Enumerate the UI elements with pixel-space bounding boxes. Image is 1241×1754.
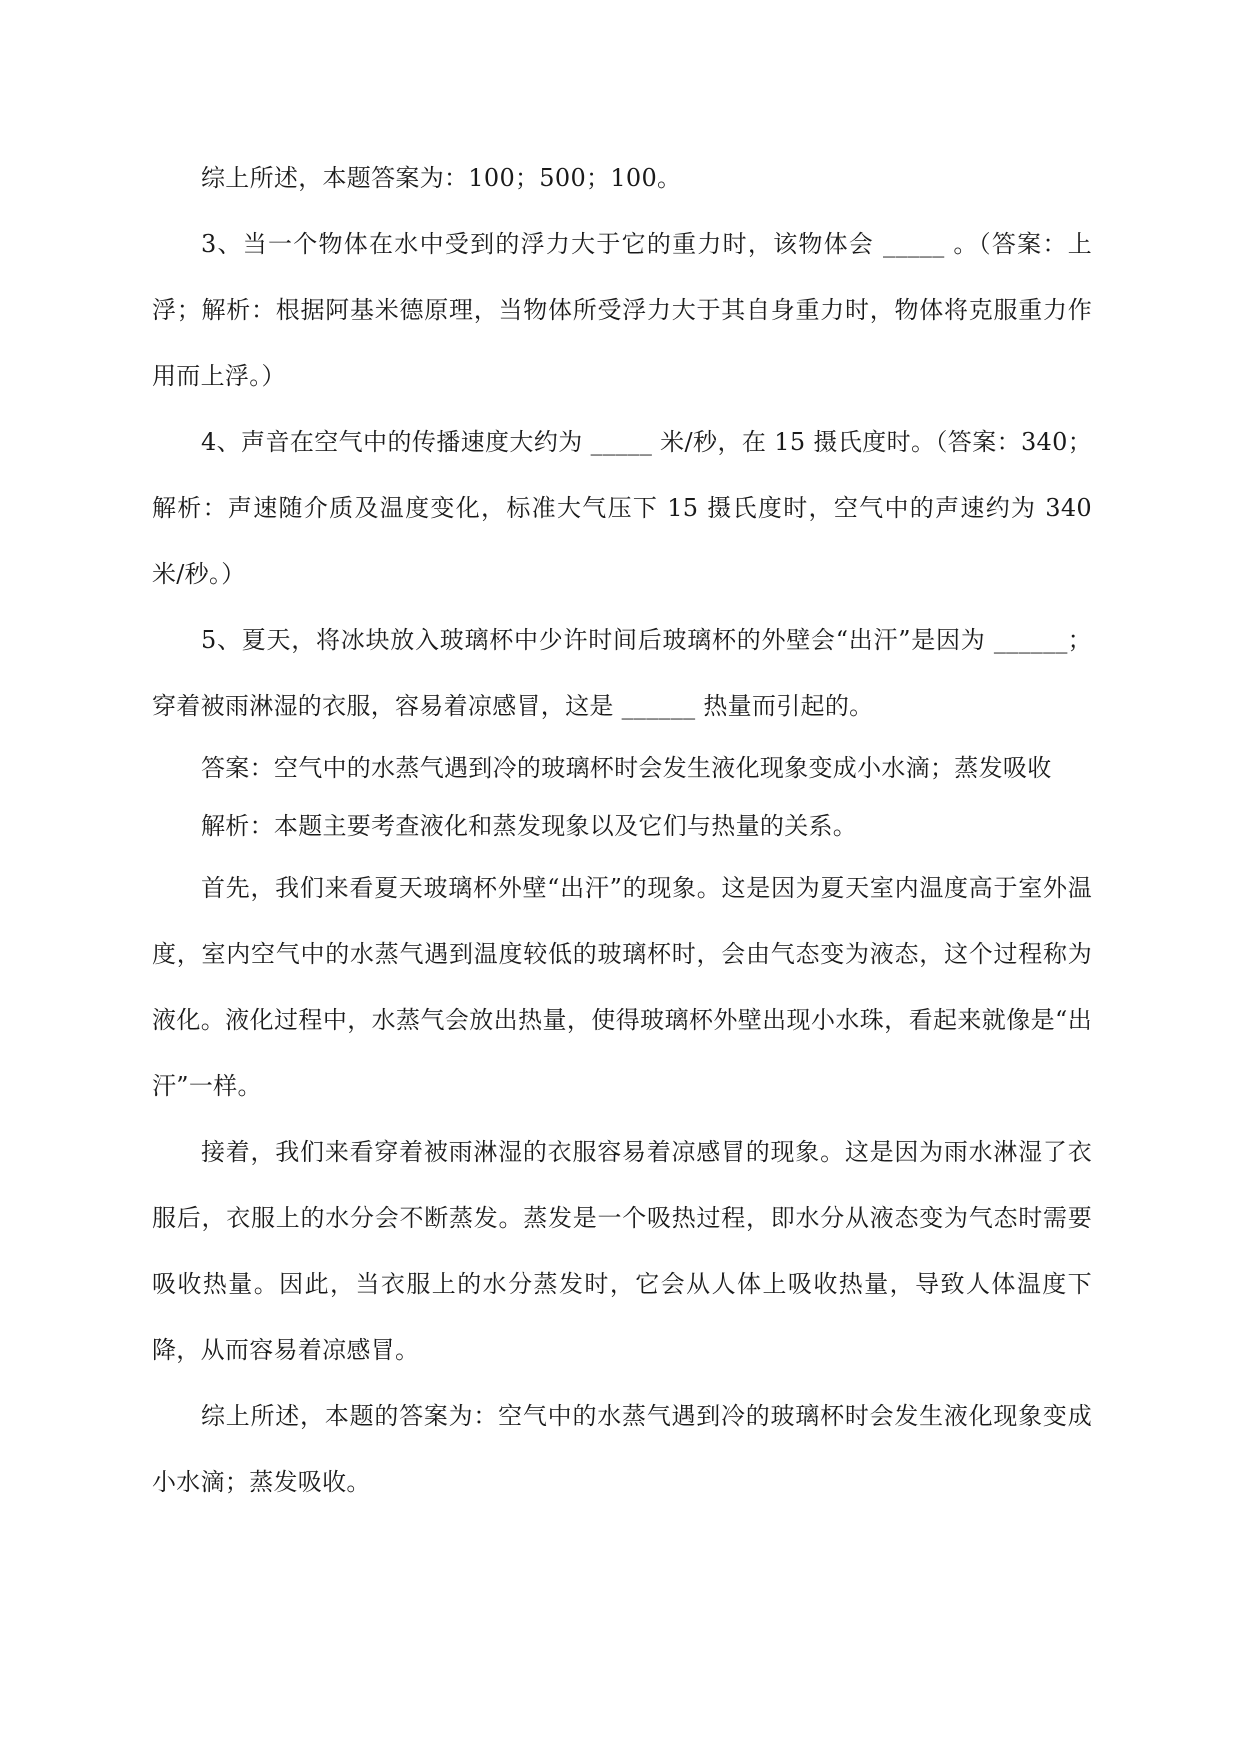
summary-paragraph-1: 综上所述，本题答案为：100；500；100。 xyxy=(201,164,682,192)
analysis-intro-paragraph: 解析：本题主要考查液化和蒸发现象以及它们与热量的关系。 xyxy=(201,812,858,840)
analysis-evaporation-paragraph: 接着，我们来看穿着被雨淋湿的衣服容易着凉感冒的现象。这是因为雨水淋湿了衣服后，衣服上的水分会不断蒸发。蒸发是一个吸热过程，即水分从液态变为气态时需要吸收热量。因此，当衣服上的水分蒸发时，它会从人体上吸收热量，导致人体温度下降，从而容易着凉感冒。 xyxy=(152,1138,1092,1364)
summary-paragraph-2: 综上所述，本题的答案为：空气中的水蒸气遇到冷的玻璃杯时会发生液化现象变成小水滴；蒸发吸收。 xyxy=(152,1402,1092,1496)
question-4-paragraph: 4、声音在空气中的传播速度大约为 _____ 米/秒，在 15 摄氏度时。（答案：340；解析：声速随介质及温度变化，标准大气压下 15 摄氏度时，空气中的声速约为 340 米/秒。） xyxy=(152,428,1092,588)
answer-paragraph: 答案：空气中的水蒸气遇到冷的玻璃杯时会发生液化现象变成小水滴；蒸发吸收 xyxy=(201,754,1052,782)
question-3-paragraph: 3、当一个物体在水中受到的浮力大于它的重力时，该物体会 _____ 。（答案：上浮；解析：根据阿基米德原理，当物体所受浮力大于其自身重力时，物体将克服重力作用而上浮。） xyxy=(152,230,1092,390)
question-5-paragraph: 5、夏天，将冰块放入玻璃杯中少许时间后玻璃杯的外壁会“出汗”是因为 ______；穿着被雨淋湿的衣服，容易着凉感冒，这是 ______ 热量而引起的。 xyxy=(152,626,1092,720)
analysis-sweating-paragraph: 首先，我们来看夏天玻璃杯外壁“出汗”的现象。这是因为夏天室内温度高于室外温度，室内空气中的水蒸气遇到温度较低的玻璃杯时，会由气态变为液态，这个过程称为液化。液化过程中，水蒸气会放出热量，使得玻璃杯外壁出现小水珠，看起来就像是“出汗”一样。 xyxy=(152,874,1092,1100)
document-page xyxy=(152,145,1092,1515)
